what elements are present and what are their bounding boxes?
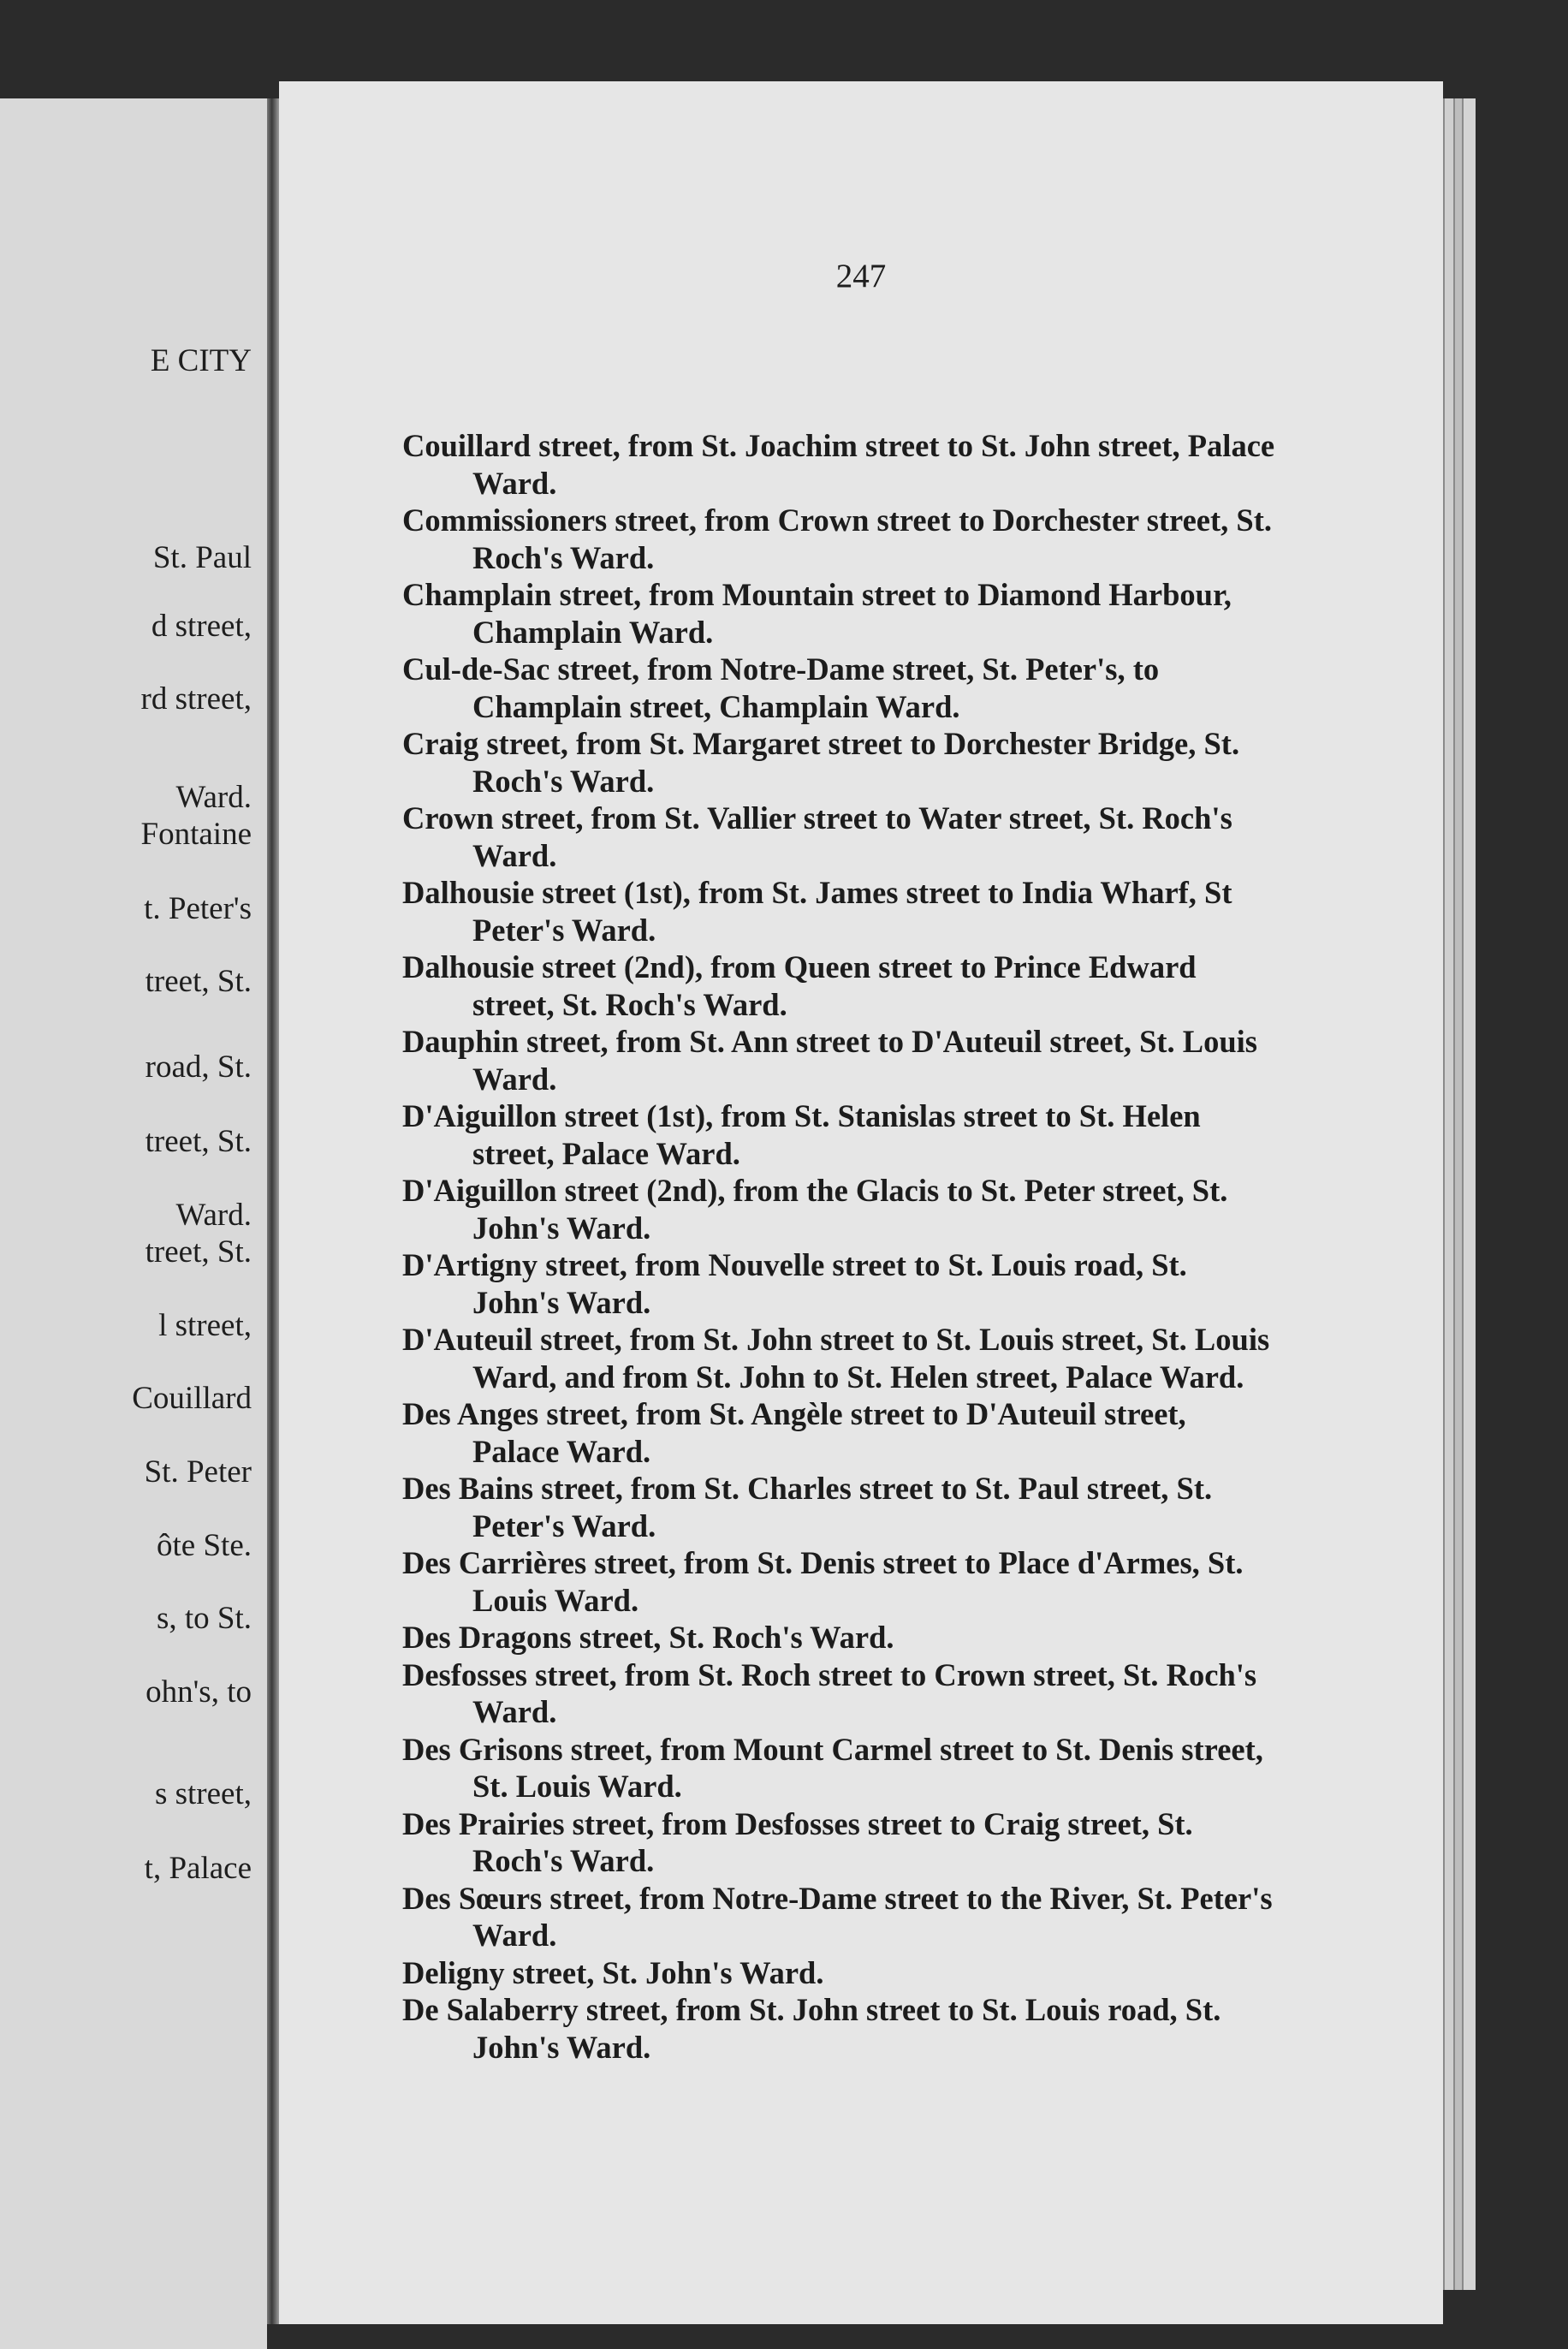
left-page-line: rd street,: [140, 681, 252, 717]
left-page-line: Ward.: [175, 780, 252, 815]
street-entry: Des Sœurs street, from Notre-Dame street to the River, St. Peter's Ward.: [402, 1880, 1273, 1953]
street-entry: Deligny street, St. John's Ward.: [402, 1954, 824, 1990]
left-page-line: Couillard: [132, 1381, 252, 1416]
left-page-line: St. Paul: [152, 540, 252, 575]
page-edge: [1462, 98, 1476, 2290]
current-page: [279, 81, 1443, 2324]
street-entry: Des Anges street, from St. Angèle street to D'Auteuil street, Palace Ward.: [402, 1396, 1186, 1469]
previous-page: [0, 98, 267, 2349]
street-entry: Commissioners street, from Crown street to Dorchester street, St. Roch's Ward.: [402, 503, 1272, 575]
street-entry: Dauphin street, from St. Ann street to D'Auteuil street, St. Louis Ward.: [402, 1024, 1258, 1097]
left-page-line: ôte Ste.: [157, 1528, 252, 1563]
left-page-line: s street,: [154, 1776, 252, 1811]
street-entry: Des Grisons street, from Mount Carmel street to St. Denis street, St. Louis Ward.: [402, 1731, 1263, 1804]
street-entry: Champlain street, from Mountain street to Diamond Harbour, Champlain Ward.: [402, 577, 1232, 650]
street-entry: Dalhousie street (1st), from St. James street to India Wharf, St Peter's Ward.: [402, 875, 1232, 948]
street-directory-list: [402, 427, 1275, 2066]
street-entry: D'Aiguillon street (1st), from St. Stanislas street to St. Helen street, Palace Ward.: [402, 1098, 1201, 1171]
street-entry: Des Dragons street, St. Roch's Ward.: [402, 1620, 894, 1655]
left-page-line: ohn's, to: [146, 1674, 252, 1710]
street-entry: Craig street, from St. Margaret street to Dorchester Bridge, St. Roch's Ward.: [402, 726, 1240, 799]
street-entry: D'Artigny street, from Nouvelle street to St. Louis road, St. John's Ward.: [402, 1247, 1187, 1320]
street-entry: Crown street, from St. Vallier street to Water street, St. Roch's Ward.: [402, 800, 1232, 873]
street-entry: Des Prairies street, from Desfosses street to Craig street, St. Roch's Ward.: [402, 1805, 1193, 1878]
street-entry: D'Auteuil street, from St. John street to St. Louis street, St. Louis Ward, and from St. John to St. Helen street, Palace Ward.: [402, 1322, 1270, 1395]
left-page-line: s, to St.: [156, 1601, 252, 1636]
street-entry: Des Bains street, from St. Charles street to St. Paul street, St. Peter's Ward.: [402, 1471, 1213, 1543]
street-entry: De Salaberry street, from St. John street to St. Louis road, St. John's Ward.: [402, 1992, 1221, 2065]
left-page-line: E CITY: [150, 343, 252, 378]
left-page-line: l street,: [158, 1308, 252, 1343]
street-entry: D'Aiguillon street (2nd), from the Glacis to St. Peter street, St. John's Ward.: [402, 1173, 1228, 1246]
left-page-line: t, Palace: [144, 1851, 252, 1886]
left-page-line: treet, St.: [145, 1124, 252, 1159]
left-page-line: t. Peter's: [144, 891, 252, 926]
left-page-line: d street,: [151, 609, 252, 644]
left-page-line: Ward.: [175, 1198, 252, 1233]
left-page-line: treet, St.: [145, 964, 252, 999]
book-gutter: [267, 98, 279, 2324]
street-entry: Couillard street, from St. Joachim street to St. John street, Palace Ward.: [402, 428, 1275, 501]
left-page-line: Fontaine: [140, 817, 252, 852]
left-page-line: treet, St.: [145, 1234, 252, 1270]
page-number: 247: [835, 258, 887, 294]
street-entry: Desfosses street, from St. Roch street to Crown street, St. Roch's Ward.: [402, 1656, 1257, 1729]
street-entry: Des Carrières street, from St. Denis street to Place d'Armes, St. Louis Ward.: [402, 1545, 1244, 1618]
street-entry: Cul-de-Sac street, from Notre-Dame street, St. Peter's, to Champlain street, Champlain Ward.: [402, 651, 1160, 724]
left-page-line: St. Peter: [144, 1454, 252, 1490]
street-entry: Dalhousie street (2nd), from Queen street to Prince Edward street, St. Roch's Ward.: [402, 949, 1197, 1022]
left-page-line: road, St.: [145, 1050, 252, 1085]
